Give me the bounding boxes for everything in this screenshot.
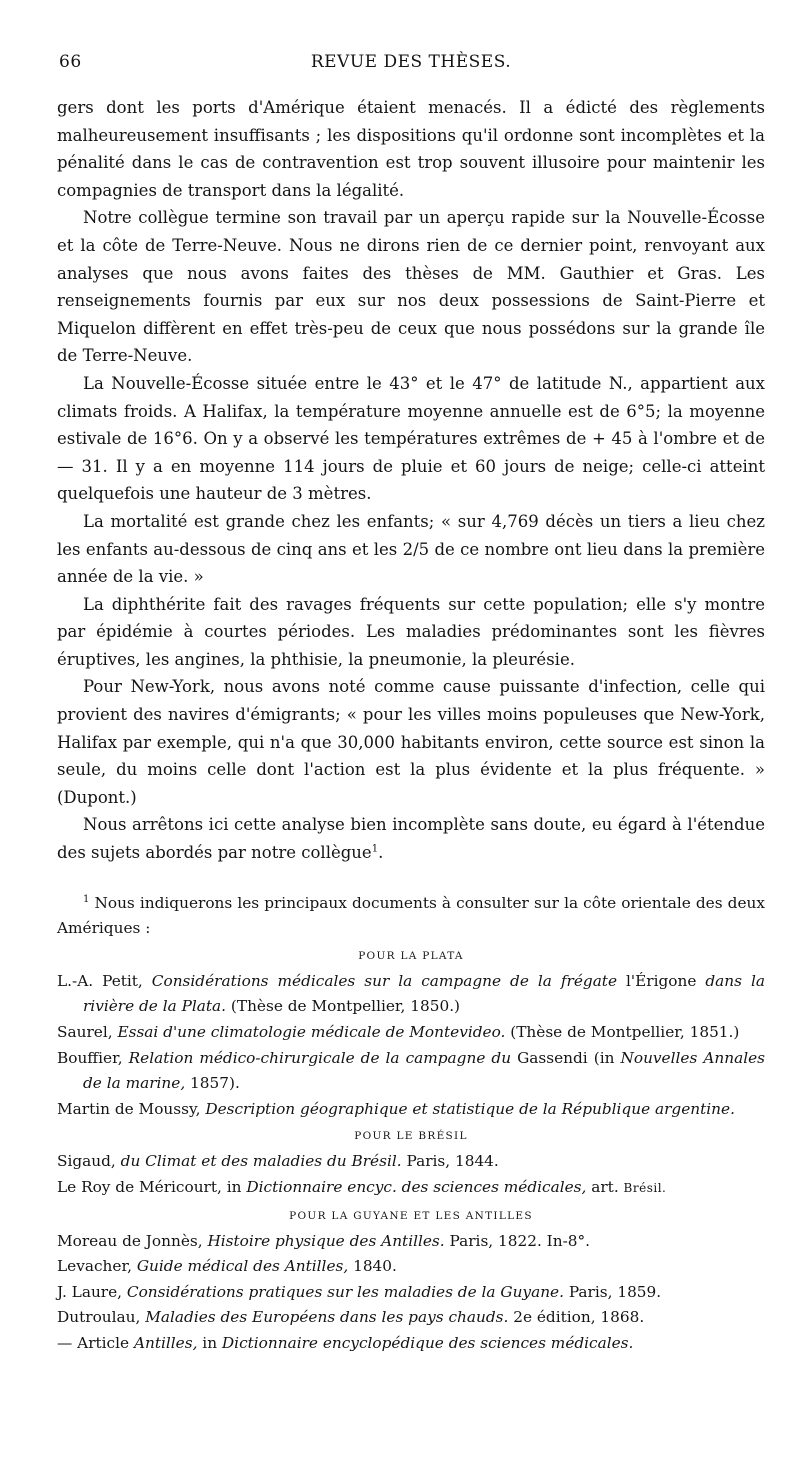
section-heading: POUR LE BRÉSIL xyxy=(354,1130,468,1143)
running-head xyxy=(57,52,765,80)
paragraph: La mortalité est grande chez les enfants; « sur 4,769 décès un tiers a lieu chez les enfants au-dessous de cinq ans et les 2/5 de ce nombre ont lieu dans la première année de la vie. » xyxy=(57,511,765,587)
footnote-intro xyxy=(57,891,765,942)
paragraph: Notre collègue termine son travail par un aperçu rapide sur la Nouvelle-Écosse et la côte de Terre-Neuve. Nous ne dirons rien de ce dernier point, renvoyant aux analyses que nous avons faites des thèses de MM. Gauthier et Gras. Les renseignements fournis par eux sur nos deux possessions de Saint-Pierre et Miquelon diffèrent en effet très-peu de ceux que nous possédons sur la grande île de Terre-Neuve. xyxy=(57,208,765,366)
running-title: REVUE DES THÈSES. xyxy=(310,52,512,72)
reference: L.-A. Petit, Considérations médicales sur la campagne de la frégate l'Érigone dans la rivière de la Plata. (Thèse de Montpellier, 1850.) xyxy=(57,971,765,1016)
page xyxy=(57,52,765,1357)
reference: Martin de Moussy, Description géographique et statistique de la République argentine. xyxy=(57,1099,735,1118)
reference: Bouffier, Relation médico-chirurgicale de la campagne du Gassendi (in Nouvelles Annales de la marine, 1857). xyxy=(57,1048,765,1093)
paragraph-text: Nous arrêtons ici cette analyse bien incomplète sans doute, eu égard à l'étendue des sujets abordés par notre collègue xyxy=(57,815,765,863)
paragraph: gers dont les ports d'Amérique étaient menacés. Il a édicté des règlements malheureusement insuffisants ; les dispositions qu'il ordonne sont incomplètes et la pénalité dans le cas de contravention est trop souvent illusoire pour maintenir les compagnies de transport dans la légalité. xyxy=(57,98,765,200)
reference: J. Laure, Considérations pratiques sur les maladies de la Guyane. Paris, 1859. xyxy=(57,1282,662,1301)
footnote-number: 1 xyxy=(83,893,90,905)
footnote-section-plata xyxy=(57,946,765,1123)
reference: Sigaud, du Climat et des maladies du Brésil. Paris, 1844. xyxy=(57,1152,499,1171)
reference: Le Roy de Méricourt, in Dictionnaire encyc. des sciences médicales, art. Brésil. xyxy=(57,1177,667,1196)
section-heading: POUR LA PLATA xyxy=(358,949,464,962)
reference: — Article Antilles, in Dictionnaire encyclopédique des sciences médicales. xyxy=(57,1333,634,1352)
footnotes xyxy=(57,891,765,1357)
body-text xyxy=(57,94,765,867)
paragraph-last: Nous arrêtons ici cette analyse bien incomplète sans doute, eu égard à l'étendue des sujets abordés par notre collègue$^1$. xyxy=(57,815,765,863)
reference: Dutroulau, Maladies des Européens dans les pays chauds. 2e édition, 1868. xyxy=(57,1308,645,1327)
paragraph: La diphthérite fait des ravages fréquents sur cette population; elle s'y montre par épidémie à courtes périodes. Les maladies prédominantes sont les fièvres éruptives, les angines, la phthisie, la pneumonie, la pleurésie. xyxy=(57,594,765,669)
footnote-marker: 1 xyxy=(371,843,379,855)
reference: Moreau de Jonnès, Histoire physique des Antilles. Paris, 1822. In-8°. xyxy=(57,1231,590,1250)
footnote-section-guyane-antilles xyxy=(57,1206,765,1357)
page-number: 66 xyxy=(59,52,82,72)
paragraph: La Nouvelle-Écosse située entre le 43° et le 47° de latitude N., appartient aux climats froids. A Halifax, la température moyenne annuelle est de 6°5; la moyenne estivale de 16°6. On y a observé les températures extrêmes de + 45 à l'ombre et de — 31. Il y a en moyenne 114 jours de pluie et 60 jours de neige; celle-ci atteint quelquefois une hauteur de 3 mètres. xyxy=(57,373,765,504)
paragraph: Pour New-York, nous avons noté comme cause puissante d'infection, celle qui provient des navires d'émigrants; « pour les villes moins populeuses que New-York, Halifax par exemple, qui n'a que 30,000 habitants environ, cette source est sinon la seule, du moins celle dont l'action est la plus évidente et la plus fréquente. » (Dupont.) xyxy=(57,677,765,807)
section-heading: POUR LA GUYANE ET LES ANTILLES xyxy=(289,1209,533,1222)
footnote-intro-text: Nous indiquerons les principaux documents à consulter sur la côte orientale des deux Amériques : xyxy=(57,893,765,938)
footnote-section-bresil xyxy=(57,1126,765,1201)
reference: Saurel, Essai d'une climatologie médicale de Montevideo. (Thèse de Montpellier, 1851.) xyxy=(57,1023,740,1041)
reference: Levacher, Guide médical des Antilles, 1840. xyxy=(57,1257,397,1276)
